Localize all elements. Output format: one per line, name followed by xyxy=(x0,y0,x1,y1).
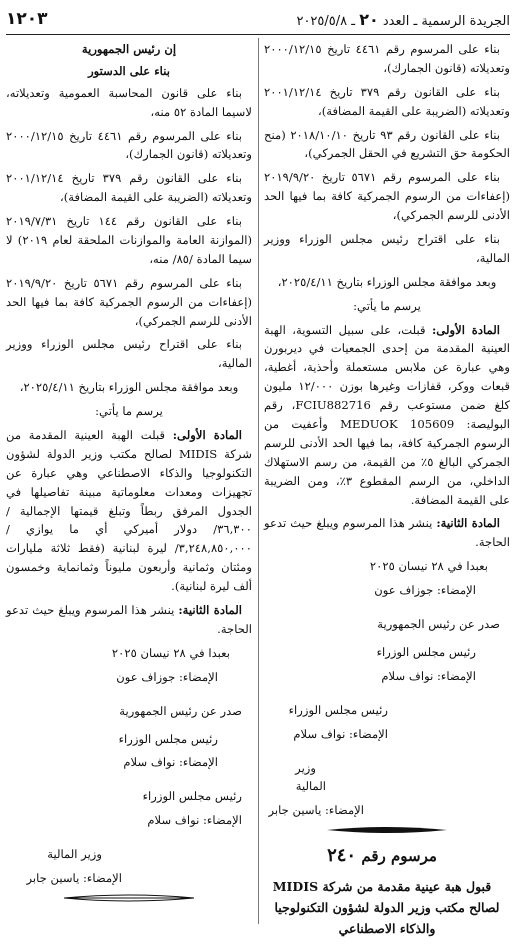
article-1 xyxy=(264,321,510,510)
article-1 xyxy=(6,426,252,596)
finance-signature: الإمضاء: ياسين جابر xyxy=(268,803,364,818)
constitution-heading: بناء على الدستور xyxy=(88,63,170,78)
preamble-paragraph: بناء على القانون رقم ١٤٤ تاريخ ٢٠١٩/٧/٣١ (الموازنة العامة والموازنات الملحقة لعام ٢٠١٩) لا سيما المادة /٨٥/ منه، xyxy=(6,214,253,266)
pm-title: رئيس مجلس الوزراء xyxy=(376,644,476,659)
preamble-paragraph: بناء على اقتراح رئيس مجلس الوزراء ووزير المالية، xyxy=(264,232,510,265)
right-column xyxy=(264,40,510,944)
article-2-label: المادة الثانية: xyxy=(178,603,242,618)
decrees-line: يرسم ما يأتي: xyxy=(95,404,163,419)
preamble-paragraph: بناء على اقتراح رئيس مجلس الوزراء ووزير المالية، xyxy=(6,337,252,371)
issue-date: ـ ٢٠٢٥/٥/٨ xyxy=(296,13,356,29)
issued-by-line: صدر عن رئيس الجمهورية xyxy=(377,617,500,632)
pm-signature: الإمضاء: نواف سلام xyxy=(123,755,218,770)
date-line: بعبدا في ٢٨ نيسان ٢٠٢٥ xyxy=(369,559,488,574)
column-separator xyxy=(258,38,259,924)
ornamental-divider-icon xyxy=(6,893,252,903)
article-2-text: ينشر هذا المرسوم ويبلغ حيث تدعو الحاجة. xyxy=(264,516,510,550)
pm-signature-2: الإمضاء: نواف سلام xyxy=(147,813,242,828)
issued-by-line: صدر عن رئيس الجمهورية xyxy=(119,703,242,718)
president-signature: الإمضاء: جوزاف عون xyxy=(116,669,218,684)
preamble-paragraph: بناء على قانون المحاسبة العمومية وتعديلاته، لاسيما المادة ٥٢ منه، xyxy=(6,85,252,119)
article-2 xyxy=(264,514,510,552)
header-rule xyxy=(6,34,510,35)
president-heading: إن رئيس الجمهورية xyxy=(81,42,177,56)
pm-signature-2: الإمضاء: نواف سلام xyxy=(293,726,388,741)
decree-label: مرسوم رقم xyxy=(361,847,437,866)
finance-title: وزير المالية xyxy=(295,760,326,794)
decree-heading xyxy=(264,841,510,870)
preamble-paragraph: بناء على المرسوم رقم ٥٦٧١ تاريخ ٢٠١٩/٩/٢٠ (إعفاءات من الرسوم الجمركية كافة بما فيها الحد الأدنى للرسم الجمركي)، xyxy=(264,170,510,223)
page-header xyxy=(6,6,510,32)
issue-number: ٢٠ xyxy=(359,9,379,29)
ornamental-divider-icon xyxy=(264,825,510,835)
decrees-line: يرسم ما يأتي: xyxy=(353,298,421,313)
pm-signature: الإمضاء: نواف سلام xyxy=(381,668,476,683)
left-column xyxy=(6,40,252,909)
decree-title: قبول هبة عينية مقدمة من شركة MIDIS لصالح مكتب وزير الدولة لشؤون التكنولوجيا والذكاء الاصطناعي xyxy=(272,878,500,936)
article-1-text: قبلت الهبة العينية المقدمة من شركة MIDIS لصالح مكتب وزير الدولة لشؤون التكنولوجيا والذكاء الاصطناعي وهي عبارة عن تجهيزات ومعدات معلوماتية مبينة تفاصيلها في الجدول المرفق ربطاً وتبلغ قيمتها الإجمالية /٣٦,٣٠٠/ دولار أميركي أي ما يوازي /٣,٢٤٨,٨٥٠,٠٠٠/ ليرة لبنانية (فقط ثلاثة مليارات ومئتان وثمانية وأربعون مليوناً وثمانماية وخمسون ألف ليرة لبنانية). xyxy=(6,428,252,594)
approval-line: وبعد موافقة مجلس الوزراء بتاريخ ٢٠٢٥/٤/١١، xyxy=(19,380,239,395)
preamble-paragraph: بناء على القانون رقم ٩٣ تاريخ ٢٠١٨/١٠/١٠ (منح الحكومة حق التشريع في الحقل الجمركي)، xyxy=(264,127,510,161)
article-2 xyxy=(6,601,252,639)
page-number: ١٢٠٣ xyxy=(6,9,48,29)
preamble-paragraph: بناء على المرسوم رقم ٥٦٧١ تاريخ ٢٠١٩/٩/٢٠ (إعفاءات من الرسوم الجمركية كافة بما فيها الحد الأدنى للرسم الجمركي)، xyxy=(6,275,252,328)
gazette-title: الجريدة الرسمية ـ العدد xyxy=(382,13,510,29)
finance-signature: الإمضاء: ياسين جابر xyxy=(26,870,122,885)
pm-title-2: رئيس مجلس الوزراء xyxy=(288,702,388,717)
approval-line: وبعد موافقة مجلس الوزراء بتاريخ ٢٠٢٥/٤/١١، xyxy=(277,274,497,289)
preamble-paragraph: بناء على القانون رقم ٣٧٩ تاريخ ٢٠٠١/١٢/١٤ وتعديلاته (الضريبة على القيمة المضافة)، xyxy=(264,84,510,118)
preamble-paragraph: بناء على القانون رقم ٣٧٩ تاريخ ٢٠٠١/١٢/١٤ وتعديلاته (الضريبة على القيمة المضافة)، xyxy=(6,171,252,205)
article-1-text: قبلت، على سبيل التسوية، الهبة العينية المقدمة من إحدى الجمعيات في ديربورن وهي عبارة عن ملابس مستعملة وأحذية، أغطية، قبعات ووكر، قفازات وغيرها بوزن ١٢/٠٠٠ مليون كلغ ضمن مستوعب رقم FCIU882716، رقم البوليصة: MEDUOK 105609 وأعفيت من الرسوم الجمركية كافة، بما فيها الحد الأدنى للرسم الجمركي البالغ ٥٪ من القيمة، من رسم الاستهلاك الداخلي، من الرسم المقطوع ٣٪، ومن الضريبة على القيمة المضافة. xyxy=(264,322,510,507)
preamble-paragraph: بناء على المرسوم رقم ٤٤٦١ تاريخ ٢٠٠٠/١٢/١٥ وتعديلاته (قانون الجمارك)، xyxy=(264,42,510,75)
pm-title: رئيس مجلس الوزراء xyxy=(118,731,218,746)
decree-number: ٢٤٠ xyxy=(327,845,357,867)
finance-title: وزير المالية xyxy=(47,847,102,862)
article-2-text: ينشر هذا المرسوم ويبلغ حيث تدعو الحاجة. xyxy=(6,603,252,636)
president-signature: الإمضاء: جوزاف عون xyxy=(374,583,476,598)
pm-title-2: رئيس مجلس الوزراء xyxy=(142,789,242,804)
article-1-label: المادة الأولى: xyxy=(172,428,243,443)
preamble-paragraph: بناء على المرسوم رقم ٤٤٦١ تاريخ ٢٠٠٠/١٢/١٥ وتعديلاته (قانون الجمارك)، xyxy=(6,128,252,162)
article-2-label: المادة الثانية: xyxy=(436,516,500,531)
article-1-label: المادة الأولى: xyxy=(432,322,501,337)
gazette-header-title xyxy=(296,10,510,29)
date-line: بعبدا في ٢٨ نيسان ٢٠٢٥ xyxy=(111,645,230,660)
